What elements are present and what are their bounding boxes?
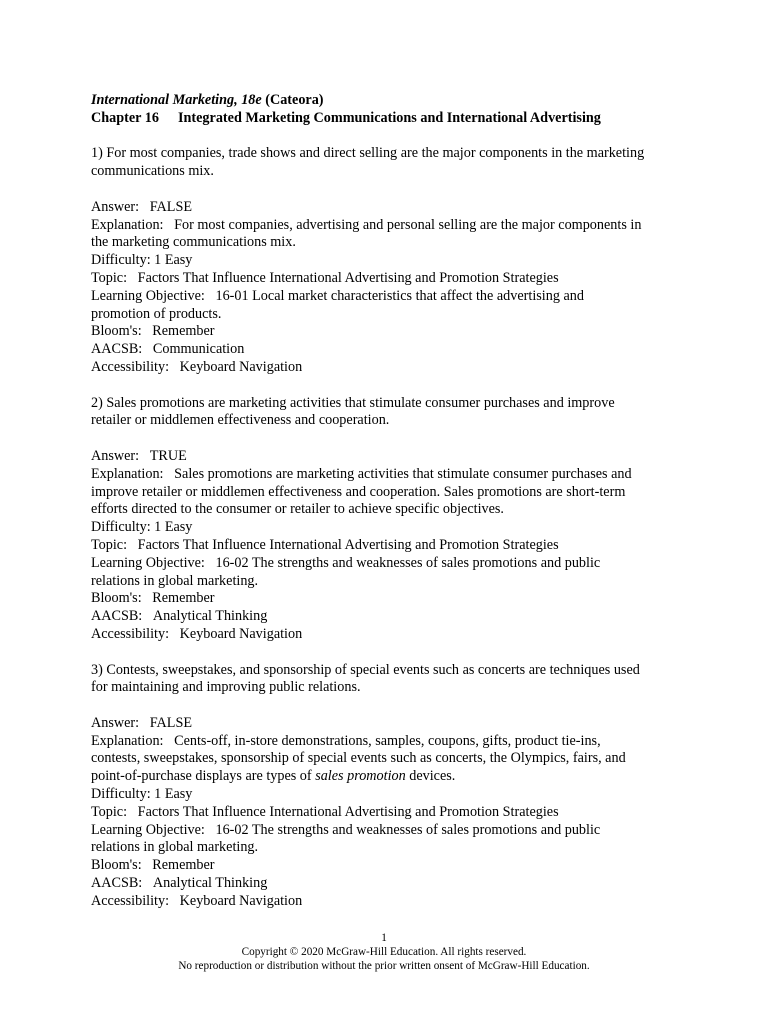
learning-objective: relations in global marketing. [91, 572, 259, 589]
accessibility: Accessibility: Keyboard Navigation [91, 625, 303, 642]
question-text: for maintaining and improving public relations. [91, 679, 361, 696]
explanation-text: devices. [405, 768, 456, 785]
book-title: International Marketing, 18e [91, 92, 262, 108]
document-body [91, 92, 691, 911]
aacsb: AACSB: Analytical Thinking [91, 875, 268, 892]
answer: Answer: FALSE [91, 714, 193, 731]
question-text: 3) Contests, sweepstakes, and sponsorship of special events such as concerts are techniques used [91, 661, 640, 678]
learning-objective: relations in global marketing. [91, 839, 259, 856]
explanation-emphasis: sales promotion [315, 768, 406, 785]
difficulty: Difficulty: 1 Easy [91, 519, 193, 536]
explanation: Explanation: Cents-off, in-store demonstrations, samples, coupons, gifts, product tie-ins, [91, 732, 601, 749]
blooms-level: Bloom's: Remember [91, 857, 215, 874]
answer: Answer: TRUE [91, 447, 187, 464]
distribution-notice: No reproduction or distribution without the prior written onsent of McGraw-Hill Education. [178, 960, 590, 972]
chapter-title: Integrated Marketing Communications and International Advertising [178, 109, 601, 126]
question-text: communications mix. [91, 163, 214, 180]
question-block-1 [91, 145, 691, 376]
explanation-text: point-of-purchase displays are types of [91, 768, 316, 785]
chapter-label: Chapter 16 [91, 109, 159, 126]
aacsb: AACSB: Analytical Thinking [91, 608, 268, 625]
explanation: Explanation: Sales promotions are marketing activities that stimulate consumer purchases and [91, 465, 632, 482]
learning-objective: Learning Objective: 16-02 The strengths and weaknesses of sales promotions and public [91, 554, 601, 571]
explanation: Explanation: For most companies, advertising and personal selling are the major components in [91, 216, 642, 233]
question-text: 2) Sales promotions are marketing activities that stimulate consumer purchases and improve [91, 394, 615, 411]
explanation: efforts directed to the consumer or retailer to achieve specific objectives. [91, 501, 504, 518]
chapter-heading [91, 110, 691, 128]
explanation: improve retailer or middlemen effectiveness and cooperation. Sales promotions are short-term [91, 483, 626, 500]
topic: Topic: Factors That Influence International Advertising and Promotion Strategies [91, 269, 559, 286]
blooms-level: Bloom's: Remember [91, 590, 215, 607]
question-block-2 [91, 395, 691, 644]
difficulty: Difficulty: 1 Easy [91, 252, 193, 269]
explanation [91, 768, 691, 786]
question-text: 1) For most companies, trade shows and direct selling are the major components in the marketing [91, 145, 645, 162]
answer: Answer: FALSE [91, 198, 193, 215]
explanation: contests, sweepstakes, sponsorship of special events such as concerts, the Olympics, fairs, and [91, 750, 626, 767]
book-author: (Cateora) [261, 92, 324, 108]
question-block-3 [91, 662, 691, 911]
page-number: 1 [381, 932, 387, 944]
blooms-level: Bloom's: Remember [91, 323, 215, 340]
topic: Topic: Factors That Influence International Advertising and Promotion Strategies [91, 803, 559, 820]
topic: Topic: Factors That Influence International Advertising and Promotion Strategies [91, 536, 559, 553]
aacsb: AACSB: Communication [91, 341, 245, 358]
learning-objective: Learning Objective: 16-01 Local market characteristics that affect the advertising and [91, 287, 584, 304]
question-text: retailer or middlemen effectiveness and cooperation. [91, 412, 390, 429]
book-title-line [91, 92, 691, 110]
learning-objective: Learning Objective: 16-02 The strengths and weaknesses of sales promotions and public [91, 821, 601, 838]
accessibility: Accessibility: Keyboard Navigation [91, 892, 303, 909]
copyright-notice: Copyright © 2020 McGraw-Hill Education. All rights reserved. [241, 946, 527, 958]
learning-objective: promotion of products. [91, 305, 222, 322]
page-footer [0, 931, 768, 973]
difficulty: Difficulty: 1 Easy [91, 786, 193, 803]
explanation: the marketing communications mix. [91, 234, 296, 251]
accessibility: Accessibility: Keyboard Navigation [91, 358, 303, 375]
